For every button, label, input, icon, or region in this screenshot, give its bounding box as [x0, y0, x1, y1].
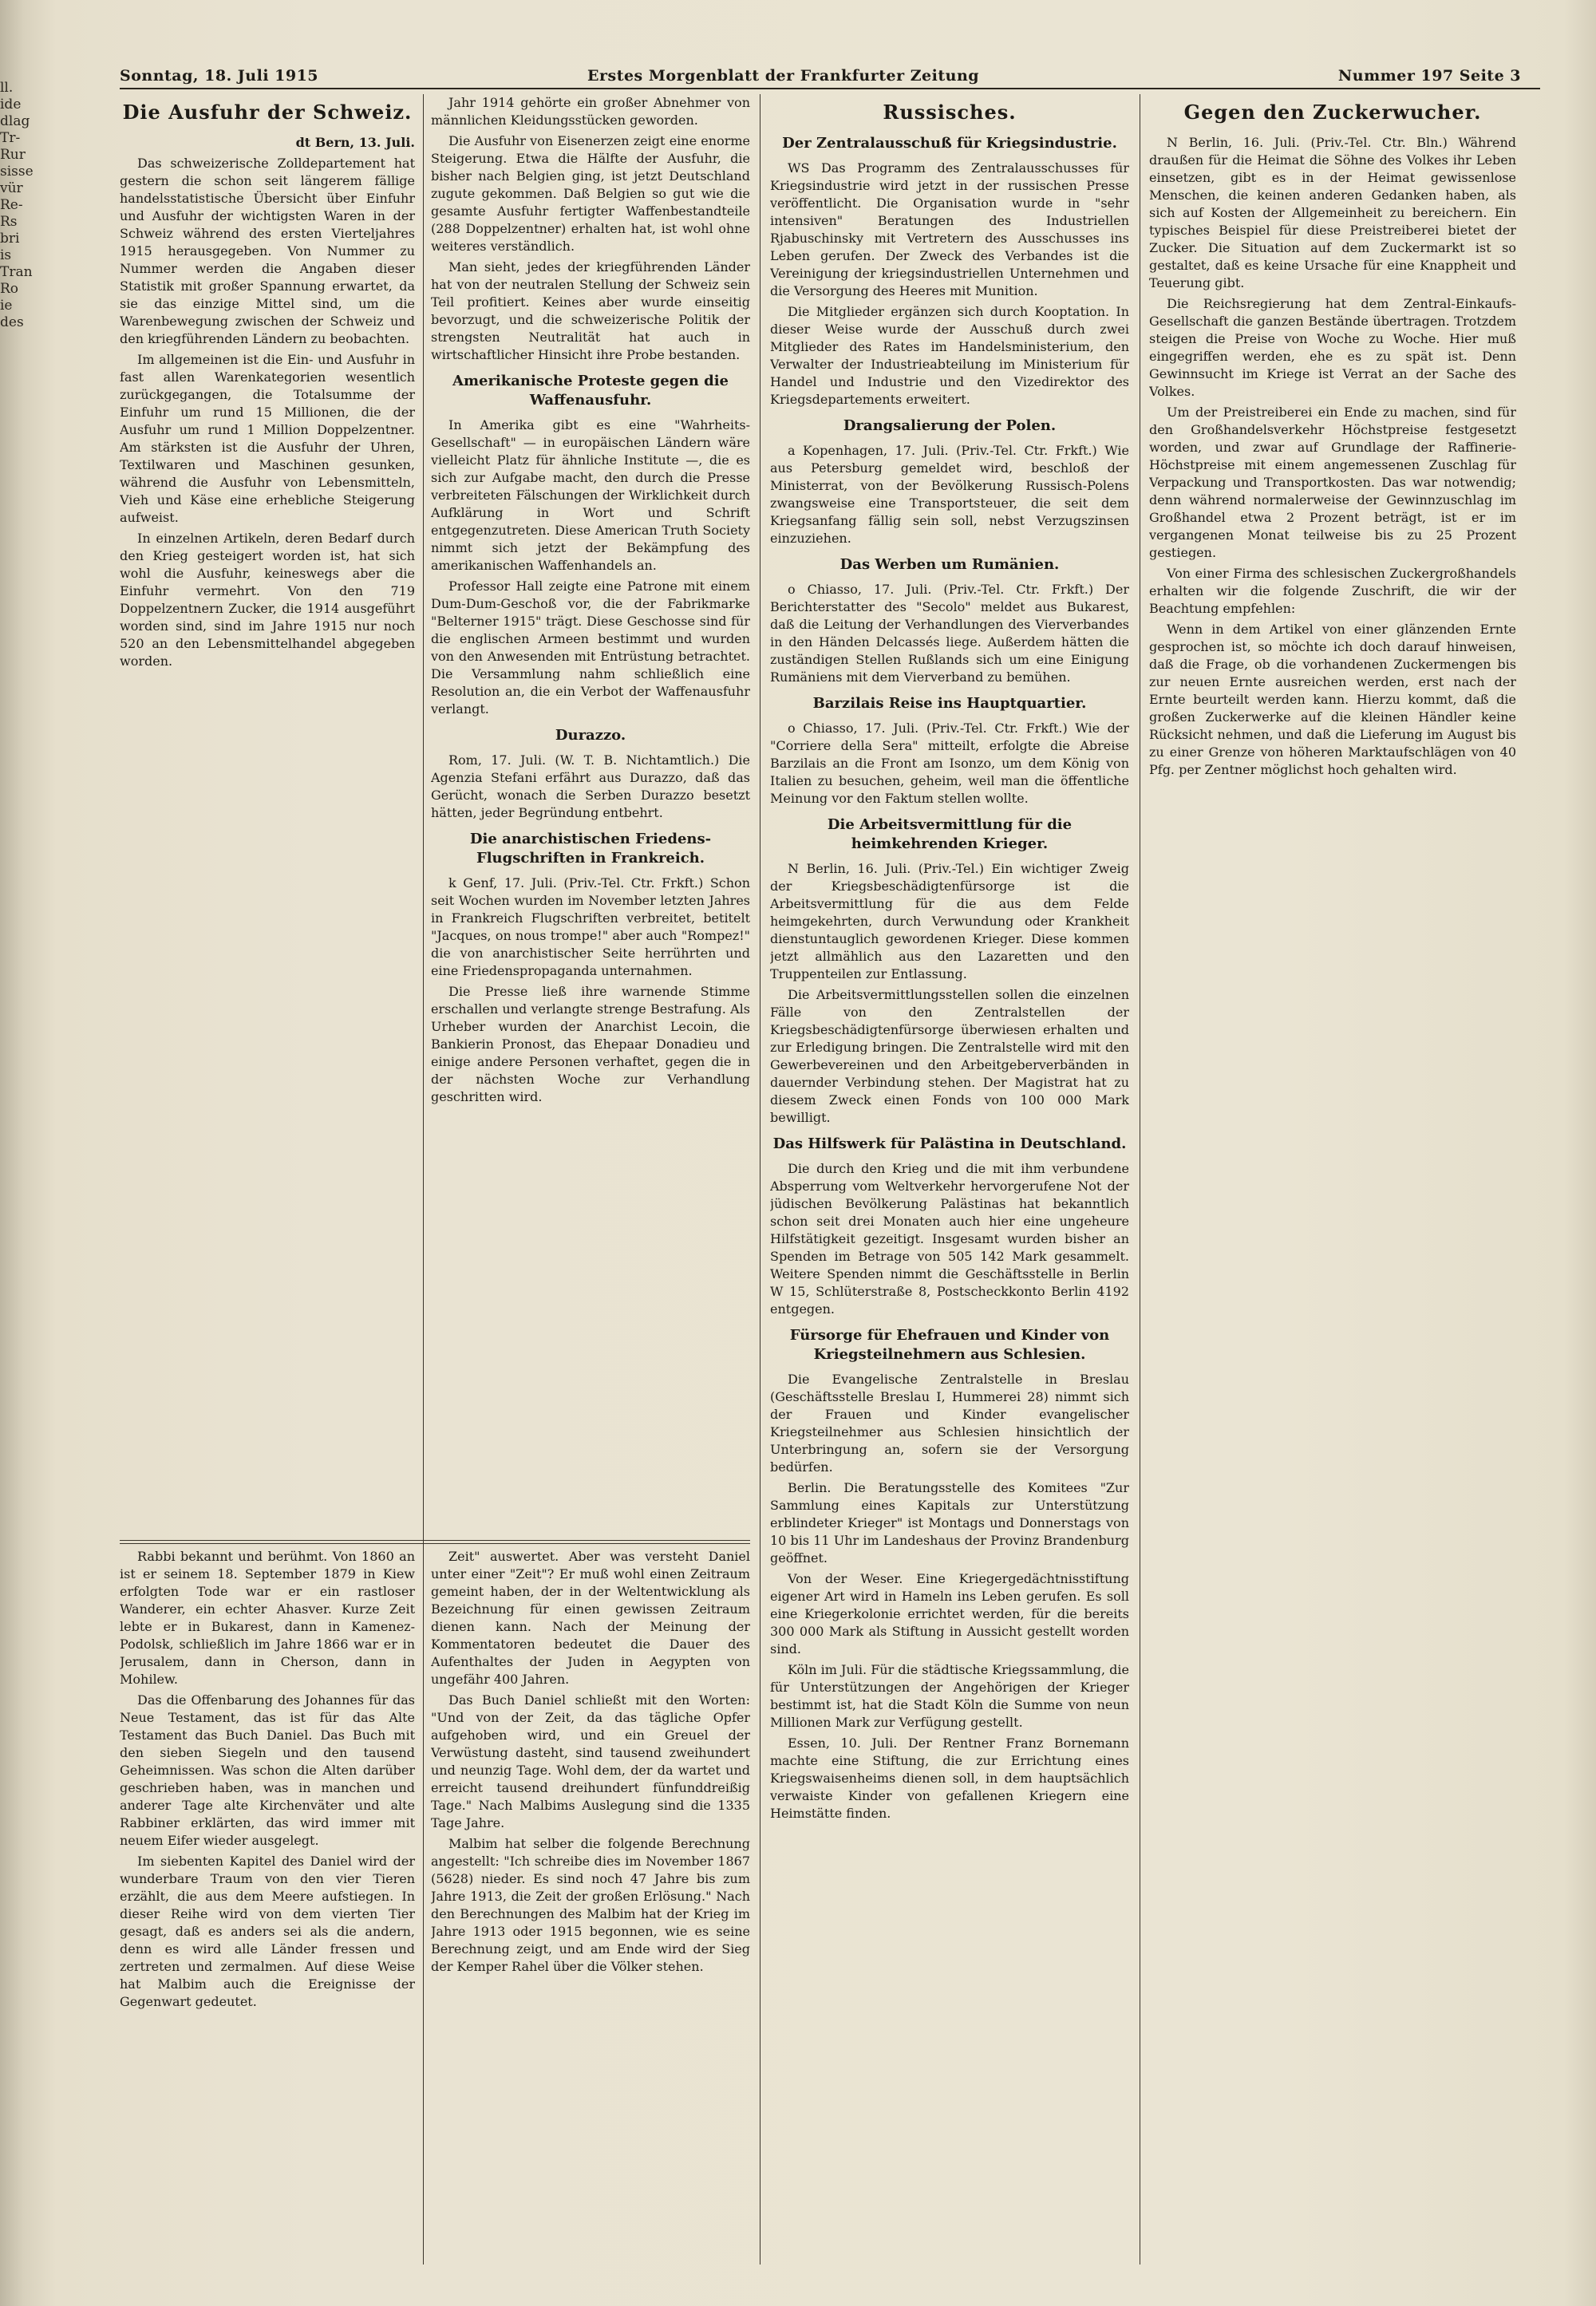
- paragraph: Zeit" auswertet. Aber was versteht Daniel unter einer "Zeit"? Er muß wohl einen Zeitraum gemeint haben, der in der Weltentwicklung als Bezeichnung für einen gewissen Zeitraum dienen kann. Nach der Meinung der Kommentatoren bedeutet die Dauer des Aufenthaltes der Juden in Aegypten von ungefähr 400 Jahren.: [431, 1549, 750, 1687]
- paragraph: a Kopenhagen, 17. Juli. (Priv.-Tel. Ctr. Frkft.) Wie aus Petersburg gemeldet wird, beschloß der Ministerrat, von der Bevölkerung Russisch-Polens zwangsweise eine Transportsteuer, die seit dem Kriegsanfang fällig sein soll, nebst Verzugszinsen einzuziehen.: [770, 443, 1129, 546]
- fragment-line: ll.: [0, 80, 14, 96]
- article-subtitle: Der Zentralausschuß für Kriegsindustrie.: [782, 135, 1117, 152]
- paragraph: Die Evangelische Zentralstelle in Breslau (Geschäftsstelle Breslau I, Hummerei 28) nimmt sich der Frauen und Kinder evangelischer Kriegsteilnehmer aus Schlesien hinsichtlich der Unterbringung an, sofern sie der Versorgung bedürfen.: [770, 1372, 1129, 1475]
- paragraph: Die Mitglieder ergänzen sich durch Kooptation. In dieser Weise wurde der Ausschuß durch zwei Mitglieder des Rates im Handelsministerium, den Verwalter der Industrieabteilung im Ministerium für Handel und Industrie und den Vizedirektor des Kriegsdepartements erweitert.: [770, 304, 1129, 407]
- fragment-line: ide: [0, 97, 22, 113]
- fragment-line: sisse: [0, 164, 34, 180]
- paragraph: Von der Weser. Eine Kriegergedächtnisstiftung eigener Art wird in Hameln ins Leben gerufen. Es soll eine Kriegerkolonie errichtet werden, für die bereits 300 000 Mark als Stiftung in Aussicht gestellt worden sind.: [770, 1571, 1129, 1656]
- paragraph: Jahr 1914 gehörte ein großer Abnehmer von männlichen Kleidungsstücken geworden.: [431, 95, 750, 128]
- fragment-line: Tr-: [0, 130, 21, 146]
- fragment-line: des: [0, 314, 24, 330]
- column-4: [1149, 94, 1516, 2265]
- paragraph: Von einer Firma des schlesischen Zuckergroßhandels erhalten wir die folgende Zuschrift, die wir der Beachtung empfehlen:: [1149, 566, 1516, 616]
- header-date: Sonntag, 18. Juli 1915: [120, 67, 319, 85]
- paragraph: o Chiasso, 17. Juli. (Priv.-Tel. Ctr. Frkft.) Der Berichterstatter des "Secolo" meldet aus Bukarest, daß die Leitung der Verhandlungen des Vierverbandes in den Händen Delcassés liege. Außerdem hätten die zuständigen Stellen Rußlands sich um eine Einigung Rumäniens mit dem Vierverband zu bemühen.: [770, 582, 1129, 685]
- header-newspaper-title: Erstes Morgenblatt der Frankfurter Zeitung: [587, 67, 980, 85]
- paragraph: In einzelnen Artikeln, deren Bedarf durch den Krieg gesteigert worden ist, hat sich wohl die Ausfuhr, keineswegs aber die Einfuhr vermehrt. Von den 719 Doppelzentnern Zucker, die 1914 ausgeführt worden sind, sind im Jahre 1915 nur noch 520 an den Lebensmittelhandel abgegeben worden.: [120, 531, 415, 669]
- article-title-russisches: Russisches.: [883, 101, 1017, 124]
- paragraph: Die Presse ließ ihre warnende Stimme erschallen und verlangte strenge Bestrafung. Als Urheber wurden der Anarchist Lecoin, die Bankierin Pronost, das Ehepaar Donadieu und einige andere Personen verhaftet, gegen die in der nächsten Woche zur Verhandlung geschritten wird.: [431, 984, 750, 1104]
- paragraph: Das Buch Daniel schließt mit den Worten: "Und von der Zeit, da das tägliche Opfer aufgehoben wird, und ein Greuel der Verwüstung dasteht, sind tausend zweihundert und neunzig Tage. Wohl dem, der da wartet und erreicht tausend dreihundert fünfunddreißig Tage." Nach Malbims Auslegung sind die 1335 Tage Jahre.: [431, 1692, 750, 1830]
- paragraph: Die durch den Krieg und die mit ihm verbundene Absperrung vom Weltverkehr hervorgerufene Not der jüdischen Bevölkerung Palästinas hat bekanntlich schon seit drei Monaten auch hier eine ungeheure Hilfstätigkeit gezeitigt. Insgesamt wurden bisher an Spenden im Betrage von 505 142 Mark gesammelt. Weitere Spenden nimmt die Geschäftsstelle in Berlin W 15, Schlüterstraße 8, Postscheckkonto Berlin 4192 entgegen.: [770, 1161, 1129, 1317]
- feuilleton-column-1: [120, 1548, 415, 2266]
- paragraph: Im allgemeinen ist die Ein- und Ausfuhr in fast allen Warenkategorien wesentlich zurückgegangen, die Totalsumme der Einfuhr um rund 15 Millionen, die der Ausfuhr um rund 1 Million Doppelzentner. Am stärksten ist die Ausfuhr der Uhren, Textilwaren und Maschinen gesunken, während die Ausfuhr von Lebensmitteln, Vieh und Käse eine erhebliche Steigerung aufweist.: [120, 352, 415, 525]
- paragraph: In Amerika gibt es eine "Wahrheits-Gesellschaft" — in europäischen Ländern wäre vielleicht Platz für ähnliche Institute —, die es sich zur Aufgabe macht, den durch die Presse verbreiteten Fälschungen der Wirklichkeit durch Aufklärung in Wort und Schrift entgegenzutreten. Diese American Truth Society nimmt sich jetzt der Bekämpfung des amerikanischen Waffenhandels an.: [431, 417, 750, 573]
- paragraph: Professor Hall zeigte eine Patrone mit einem Dum-Dum-Geschoß vor, die der Fabrikmarke "Belterner 1915" trägt. Diese Geschosse sind für die englischen Armeen bestimmt und wurden von den Anwesenden mit Entrüstung betrachtet. Die Versammlung nahm schließlich eine Resolution an, die ein Verbot der Waffenausfuhr verlangt.: [431, 578, 750, 717]
- article-title-rumaenien: Das Werben um Rumänien.: [839, 556, 1060, 573]
- article-title-barzilai: Barzilais Reise ins Hauptquartier.: [812, 695, 1087, 712]
- fragment-line: vür: [0, 180, 23, 196]
- article-title-frankreich: Die anarchistischen Friedens-Flugschriften in Frankreich.: [469, 831, 712, 867]
- article-title-schlesien: Fürsorge für Ehefrauen und Kinder von Kriegsteilnehmern aus Schlesien.: [789, 1327, 1110, 1363]
- article-title-zuckerwucher: Gegen den Zuckerwucher.: [1183, 101, 1482, 124]
- article-title-schweiz: Die Ausfuhr der Schweiz.: [122, 101, 413, 124]
- paragraph: Die Arbeitsvermittlungsstellen sollen die einzelnen Fälle von den Zentralstellen der Kriegsbeschädigtenfürsorge überwiesen erhalten und zur Erledigung bringen. Die Zentralstelle wird mit den Gewerbevereinen und den Arbeitgeberverbänden in dauernder Verbindung stehen. Der Magistrat hat zu diesem Zweck einen Fonds von 100 000 Mark bewilligt.: [770, 987, 1129, 1125]
- fragment-line: is: [0, 247, 12, 263]
- paragraph: Im siebenten Kapitel des Daniel wird der wunderbare Traum von den vier Tieren erzählt, die aus dem Meere aufstiegen. In dieser Reihe wird von dem vierten Tier gesagt, daß es anders sei als die andern, denn es wird alle Länder fressen und zertreten und zermalmen. Auf diese Weise hat Malbim auch die Ereignisse der Gegenwart gedeutet.: [120, 1854, 415, 2009]
- column-rule: [423, 94, 424, 2265]
- article-title-durazzo: Durazzo.: [555, 727, 626, 744]
- article-title-arbeitsvermittlung: Die Arbeitsvermittlung für die heimkehrenden Krieger.: [827, 816, 1073, 852]
- column-3: [770, 94, 1129, 2265]
- paragraph: Malbim hat selber die folgende Berechnung angestellt: "Ich schreibe dies im November 1867 (5628) nieder. Es sind noch 47 Jahre bis zum Jahre 1913, die Zeit der großen Erlösung." Nach den Berechnungen des Malbim hat der Krieg im Jahre 1913 oder 1915 begonnen, wie es seine Berechnung zeigt, und am Ende wird der Sieg der Kemper Rahel über die Völker stehen.: [431, 1836, 750, 1974]
- paragraph: k Genf, 17. Juli. (Priv.-Tel. Ctr. Frkft.) Schon seit Wochen wurden im November letzten Jahres in Frankreich Flugschriften verbreitet, betitelt "Jacques, on nous trompe!" aber auch "Rompez!" die von anarchistischer Seite herrührten und eine Friedenspropaganda unternahmen.: [431, 875, 750, 978]
- fragment-line: dlag: [0, 113, 30, 129]
- column-1: [120, 94, 415, 1530]
- paragraph: Rabbi bekannt und berühmt. Von 1860 an ist er seinem 18. September 1879 in Kiew erfolgten Tode war er ein rastloser Wanderer, ein echter Ahasver. Kurze Zeit lebte er in Bukarest, dann in Kamenez-Podolsk, schließlich im Jahre 1866 war er in Jerusalem, dann in Cherson, dann in Mohilew.: [120, 1549, 415, 1687]
- paragraph: Das die Offenbarung des Johannes für das Neue Testament, das ist für das Alte Testament das Buch Daniel. Das Buch mit den sieben Siegeln und den tausend Geheimnissen. Was schon die Alten darüber geschrieben haben, was in manchen und anderer Tage alte Kirchenväter und alte Rabbiner erklärten, das wird immer mit neuem Eifer wieder ausgelegt.: [120, 1692, 415, 1848]
- feuilleton-rule: [120, 1543, 750, 1544]
- paragraph: Rom, 17. Juli. (W. T. B. Nichtamtlich.) Die Agenzia Stefani erfährt aus Durazzo, daß das Gerücht, wonach die Serben Durazzo besetzt hätten, jeder Begründung entbehrt.: [431, 752, 750, 820]
- fragment-line: Ro: [0, 281, 19, 297]
- fragment-line: Rur: [0, 147, 26, 163]
- paragraph: Die Ausfuhr von Eisenerzen zeigt eine enorme Steigerung. Etwa die Hälfte der Ausfuhr, die bisher nach Belgien ging, ist jetzt Deutschland zugute gekommen. Daß Belgien so gut wie die gesamte Ausfuhr fertigter Waffenbestandteile (288 Doppelzentner) erhalten hat, ist wohl ohne weiteres verständlich.: [431, 133, 750, 254]
- paragraph: Das schweizerische Zolldepartement hat gestern die schon seit längerem fällige handelsstatistische Übersicht über Einfuhr und Ausfuhr der wichtigsten Waren in der Schweiz während des ersten Vierteljahres 1915 herausgegeben. Von Nummer zu Nummer werden die Angaben dieser Statistik mit großer Spannung erwartet, da sie das einzige Mittel sind, um die Warenbewegung zwischen der Schweiz und den kriegführenden Ländern zu beobachten.: [120, 156, 415, 346]
- fragment-line: Re-: [0, 197, 23, 213]
- paragraph: Köln im Juli. Für die städtische Kriegssammlung, die für Unterstützungen der Angehörigen der Krieger bestimmt ist, hat die Stadt Köln die Summe von neun Millionen Mark zur Verfügung gestellt.: [770, 1662, 1129, 1730]
- fragment-line: ie: [0, 298, 13, 314]
- paragraph: Um der Preistreiberei ein Ende zu machen, sind für den Großhandelsverkehr Höchstpreise festgesetzt worden, und zwar auf Grundlage der Raffinerie-Höchstpreise mit einem angemessenen Zuschlag für Verpackung und Transportkosten. Das war notwendig; denn während normalerweise der Gewinnzuschlag im Großhandel etwa 2 Prozent beträgt, ist er im vergangenen Monat teilweise bis zu 25 Prozent gestiegen.: [1149, 405, 1516, 560]
- feuilleton-rule: [120, 1540, 750, 1541]
- previous-page-column-fragment: [0, 80, 38, 2282]
- dateline: dt Bern, 13. Juli.: [295, 135, 415, 150]
- paragraph: WS Das Programm des Zentralausschusses für Kriegsindustrie wird jetzt in der russischen Presse veröffentlicht. Die Organisation wurde in "sehr intensiven" Beratungen des Industriellen Rjabuschinsky mit Vertretern des Ausschusses ins Leben gerufen. Der Zweck des Verbandes ist die Vereinigung der kriegsindustriellen Unternehmen und die Versorgung des Heeres mit Munition.: [770, 160, 1129, 298]
- feuilleton-column-2: [431, 1548, 750, 2266]
- article-title-polen: Drangsalierung der Polen.: [843, 417, 1057, 434]
- fragment-line: Tran: [0, 264, 33, 280]
- page-header: [45, 64, 1569, 89]
- article-title-amerika: Amerikanische Proteste gegen die Waffenausfuhr.: [452, 373, 729, 409]
- paragraph: Essen, 10. Juli. Der Rentner Franz Bornemann machte eine Stiftung, die zur Errichtung eines Kriegswaisenheims dienen soll, in dem hauptsächlich verwaiste Kinder von gefallenen Kriegern eine Heimstätte finden.: [770, 1735, 1129, 1821]
- header-rule: [120, 88, 1540, 89]
- fragment-line: bri: [0, 231, 20, 247]
- paragraph: o Chiasso, 17. Juli. (Priv.-Tel. Ctr. Frkft.) Wie der "Corriere della Sera" mitteilt, erfolgte die Abreise Barzilais an die Front am Isonzo, um dem König von Italien zu besuchen, geheim, weil man die öffentliche Meinung vor den Faktum stellen wollte.: [770, 721, 1129, 806]
- paragraph: Wenn in dem Artikel von einer glänzenden Ernte gesprochen ist, so möchte ich doch darauf hinweisen, daß die Frage, ob die vorhandenen Zuckermengen bis zur neuen Ernte ausreichen werden, erst nach der Ernte beurteilt werden kann. Hierzu kommt, daß die großen Zuckerwerke auf die kleinen Händler keine Rücksicht nehmen, und daß die Lieferung im August bis zu einer Grenze von höheren Marktaufschlägen von 40 Pfg. per Zentner möglichst hoch gehalten wird.: [1149, 622, 1516, 777]
- paragraph: Die Reichsregierung hat dem Zentral-Einkaufs-Gesellschaft die ganzen Bestände übertragen. Trotzdem steigen die Preise von Woche zu Woche. Hier muß eingegriffen werden, ehe es zu spät ist. Denn Gewinnsucht im Kriege ist Verrat an der Sache des Volkes.: [1149, 296, 1516, 399]
- paragraph: Man sieht, jedes der kriegführenden Länder hat von der neutralen Stellung der Schweiz sein Teil profitiert. Keines aber wurde einseitig bevorzugt, und die schweizerische Politik der strengsten Neutralität hat auch in wirtschaftlicher Hinsicht ihre Probe bestanden.: [431, 259, 750, 362]
- fragment-line: Rs: [0, 214, 18, 230]
- header-page-number: Nummer 197 Seite 3: [1337, 67, 1521, 85]
- paragraph: N Berlin, 16. Juli. (Priv.-Tel.) Ein wichtiger Zweig der Kriegsbeschädigtenfürsorge ist die Arbeitsvermittlung für die aus dem Felde heimgekehrten, durch Verwundung oder Krankheit dienstuntauglich gewordenen Krieger. Diese kommen jetzt allmählich aus den Lazaretten und den Truppenteilen zur Entlassung.: [770, 861, 1129, 981]
- article-title-palaestina: Das Hilfswerk für Palästina in Deutschland.: [772, 1135, 1127, 1152]
- paragraph: Berlin. Die Beratungsstelle des Komitees "Zur Sammlung eines Kapitals zur Unterstützung erblindeter Krieger" ist Montags und Donnerstags von 10 bis 11 Uhr im Landeshaus der Provinz Brandenburg geöffnet.: [770, 1480, 1129, 1566]
- column-2: [431, 94, 750, 1530]
- paragraph: N Berlin, 16. Juli. (Priv.-Tel. Ctr. Bln.) Während draußen für die Heimat die Söhne des Volkes ihr Leben einsetzen, gibt es in der Heimat gewissenlose Menschen, die keinen anderen Gedanken haben, als sich auf Kosten der Allgemeinheit zu bereichern. Ein typisches Beispiel für diese Preistreiberei bietet der Zucker. Die Situation auf dem Zuckermarkt ist so gestaltet, daß es keine Ursache für eine Knappheit und Teuerung gibt.: [1149, 135, 1516, 290]
